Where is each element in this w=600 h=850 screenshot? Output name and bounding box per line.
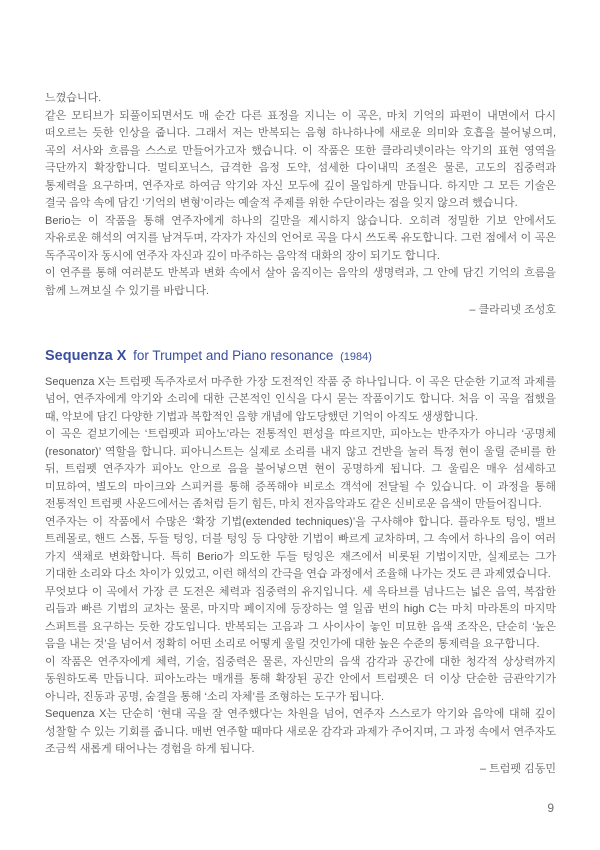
section-paragraph: 이 작품은 연주자에게 체력, 기술, 집중력은 물론, 자신만의 음색 감각과 공간에 대한 청각적 상상력까지 동원하도록 만듭니다. 피아노라는 매개를 통해 확장된 공간 안에서 트럼펫은 더 이상 단순한 금관악기가 아니라, 진동과 공명, 숨결을 통해 ‘소리 자체’를 조형하는 도구가 됩니다. <box>45 655 556 703</box>
section-paragraph: 무엇보다 이 곡에서 가장 큰 도전은 체력과 집중력의 유지입니다. 세 옥타브를 넘나드는 넓은 음역, 복잡한 리듬과 빠른 기법의 교차는 물론, 마지막 페이지에 등장하는 열 일곱 번의 high C는 마치 마라톤의 마지막 스퍼트를 요구하는 듯한 강도입니다. 반복되는 고음과 그 사이사이 놓인 미묘한 음색 조작은, 단순히 ‘높은 음을 내는 것’을 넘어서 정확히 어떤 소리로 어떻게 울릴 것인가에 대한 높은 수준의 통제력을 요구합니다. <box>45 585 556 650</box>
intro-paragraph: Berio는 이 작품을 통해 연주자에게 하나의 길만을 제시하지 않습니다. 오히려 정밀한 기보 안에서도 자유로운 해석의 여지를 남겨두며, 각자가 자신의 언어로 곡을 다시 쓰도록 유도합니다. 그런 점에서 이 곡은 독주곡이자 동시에 연주자 자신과 깊이 마주하는 음악적 대화의 장이 되기도 합니다. <box>45 214 556 262</box>
section-title-year: (1984) <box>340 350 372 363</box>
page-number: 9 <box>547 801 554 815</box>
section-paragraph: Sequenza X는 트럼펫 독주자로서 마주한 가장 도전적인 작품 중 하나입니다. 이 곡은 단순한 기교적 과제를 넘어, 연주자에게 악기와 소리에 대한 근본적인 인식을 다시 묻는 작품이기도 합니다. 처음 이 곡을 접했을 때, 악보에 담긴 다양한 기법과 복합적인 음향 개념에 압도당했던 기억이 아직도 생생합니다. <box>45 375 556 423</box>
page-content <box>45 90 556 778</box>
section-title-main: Sequenza X <box>45 347 127 364</box>
intro-block <box>45 90 556 320</box>
section-attribution: – 트럼펫 김동민 <box>480 762 556 775</box>
section-title <box>45 343 556 367</box>
intro-paragraph: 같은 모티브가 되풀이되면서도 매 순간 다른 표정을 지니는 이 곡은, 마치 기억의 파편이 내면에서 다시 떠오르는 듯한 인상을 줍니다. 그래서 저는 반복되는 음형 하나하나에 새로운 의미와 호흡을 불어넣으며, 곡의 서사와 흐름을 스스로 만들어가고자 했습니다. 이 작품은 또한 클라리넷이라는 악기의 표현 영역을 극단까지 확장합니다. 멀티포닉스, 급격한 음정 도약, 섬세한 다이내믹 조절은 물론, 고도의 집중력과 통제력을 요구하며, 연주자로 하여금 악기와 자신 모두에 깊이 몰입하게 만듭니다. 하지만 그 모든 기술은 결국 음악 속에 담긴 ‘기억의 변형’이라는 예술적 주제를 위한 수단이라는 점을 잊지 않으려 했습니다. <box>45 109 556 209</box>
intro-paragraph: 이 연주를 통해 여러분도 반복과 변화 속에서 살아 움직이는 음악의 생명력과, 그 안에 담긴 기억의 흐름을 함께 느껴보실 수 있기를 바랍니다. <box>45 267 556 297</box>
section-paragraph: Sequenza X는 단순히 ‘현대 곡을 잘 연주했다’는 차원을 넘어, 연주자 스스로가 악기와 음악에 대해 깊이 성찰할 수 있는 기회를 줍니다. 매번 연주할 때마다 새로운 감각과 과제가 주어지며, 그 과정 속에서 연주자도 조금씩 새롭게 태어나는 경험을 하게 됩니다. <box>45 708 556 755</box>
section-paragraph: 연주자는 이 작품에서 수많은 ‘확장 기법(extended techniques)’을 구사해야 합니다. 플라우토 텅잉, 밸브 트레몰로, 핸드 스톱, 두들 텅잉, 더블 텅잉 등 다양한 기법이 빠르게 교차하며, 그 속에서 하나의 음이 여러 가지 색채로 변화합니다. 특히 Berio가 의도한 두들 텅잉은 재즈에서 비롯된 기법이지만, 실제로는 그가 기대한 소리와 다소 차이가 있었고, 이런 해석의 간극을 연습 과정에서 조율해 나가는 것도 큰 과제였습니다. <box>45 515 556 580</box>
intro-attribution: – 클라리넷 조성호 <box>469 304 556 316</box>
section-paragraph: 이 곡은 겉보기에는 ‘트럼펫과 피아노’라는 전통적인 편성을 따르지만, 피아노는 반주자가 아니라 ‘공명체(resonator)’ 역할을 합니다. 피아니스트는 실제로 소리를 내지 않고 건반을 눌러 특정 현이 울릴 준비를 한 뒤, 트럼펫 연주자가 피아노 안으로 음을 불어넣으면 현이 공명하게 됩니다. 그 울림은 매우 섬세하고 미묘하여, 별도의 마이크와 스피커를 통해 증폭해야 비로소 객석에 전달될 수 있습니다. 이 과정을 통해 전통적인 트럼펫 사운드에서는 좀처럼 듣기 힘든, 마치 전자음악과도 같은 신비로운 음색이 만들어집니다. <box>45 428 556 510</box>
section-title-sub: for Trumpet and Piano resonance <box>133 347 334 363</box>
intro-paragraph: 느꼈습니다. <box>45 92 102 104</box>
section-block <box>45 374 556 779</box>
